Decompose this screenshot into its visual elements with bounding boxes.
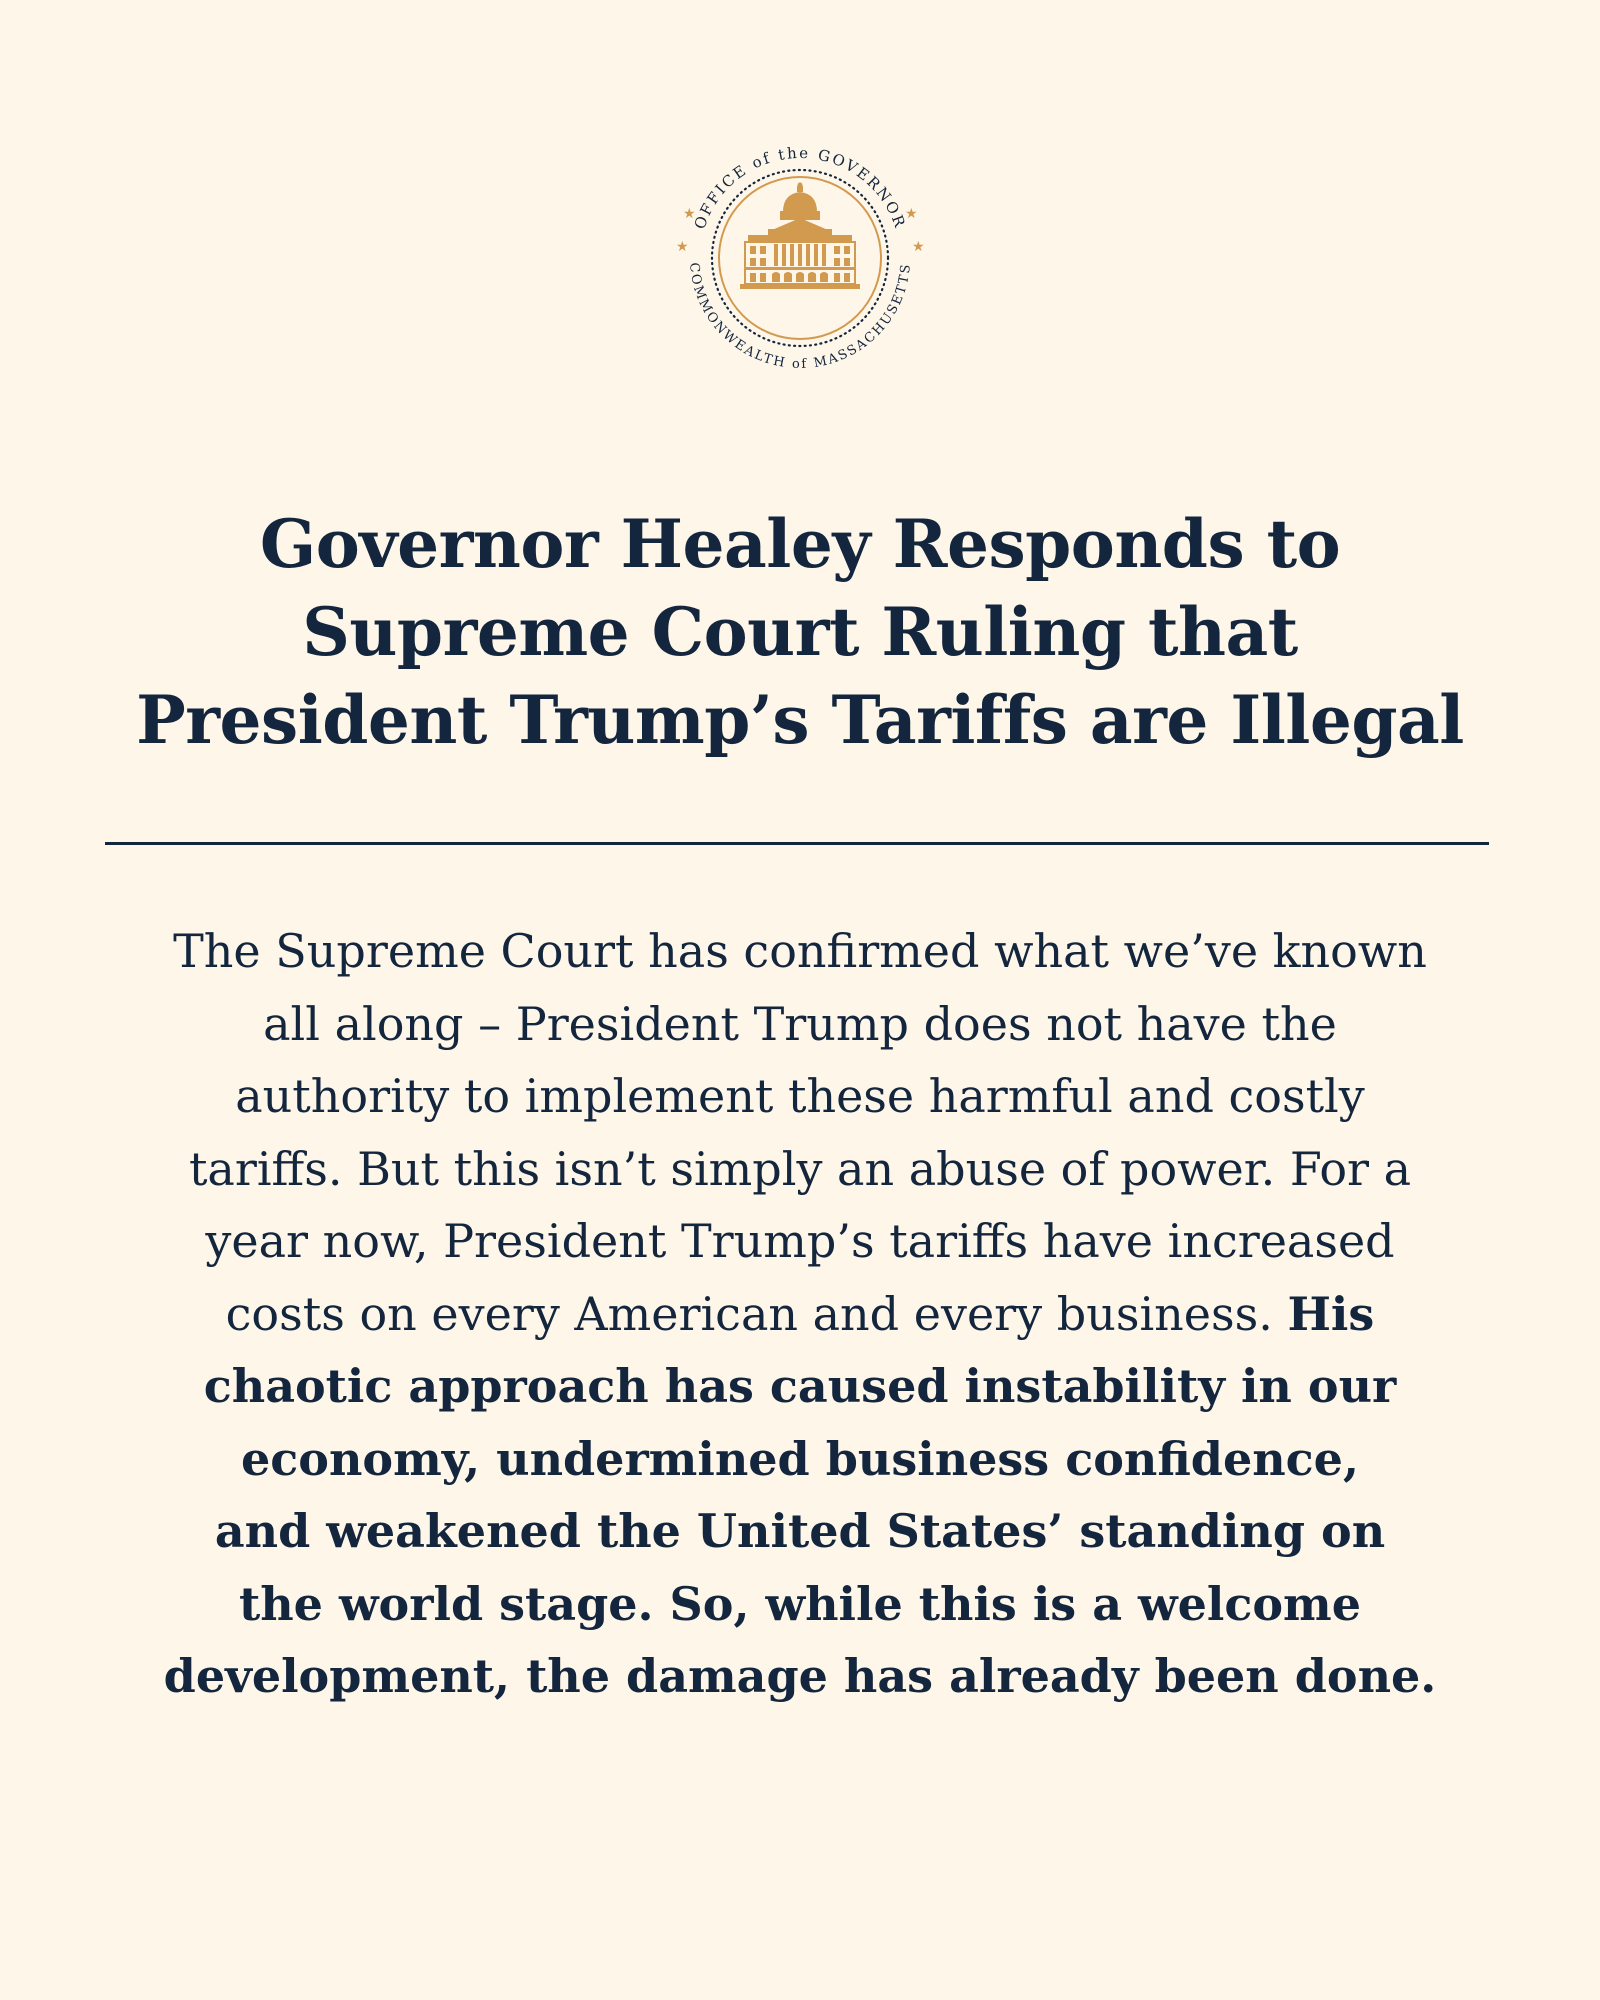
headline-line: Governor Healey Responds to [259, 505, 1341, 583]
statement [80, 915, 1520, 1713]
statement-line: authority to implement these harmful and costly [235, 1069, 1365, 1123]
statement-line: all along – President Trump does not have the [263, 996, 1337, 1051]
statement-line: development, the damage has already been done. [163, 1649, 1437, 1703]
statement-line: and weakened the United States’ standing on [214, 1504, 1386, 1558]
divider [105, 842, 1489, 845]
statement-line: costs on every American and every business. His [225, 1286, 1375, 1341]
headline [80, 500, 1520, 764]
state-house-icon [740, 183, 860, 290]
statement-line: the world stage. So, while this is a welcome [238, 1576, 1361, 1631]
seal-bottom-text: COMMONWEALTH of MASSACHUSETTS [685, 261, 915, 373]
statement-line: year now, President Trump’s tariffs have increased [205, 1214, 1395, 1268]
statement-line: chaotic approach has caused instability in our [203, 1359, 1397, 1413]
svg-text:★: ★ [912, 239, 925, 255]
svg-text:★: ★ [683, 206, 696, 222]
seal-top-text: OFFICE of the GOVERNOR [690, 143, 910, 232]
headline-line: Supreme Court Ruling that [302, 593, 1298, 671]
statement-line: tariffs. But this isn’t simply an abuse of power. For a [188, 1141, 1412, 1196]
statement-line: economy, undermined business confidence, [241, 1431, 1359, 1486]
svg-text:★: ★ [676, 239, 689, 255]
svg-text:★: ★ [905, 206, 918, 222]
headline-line: President Trump’s Tariffs are Illegal [136, 681, 1464, 759]
statement-line: The Supreme Court has confirmed what we’ve known [173, 924, 1427, 978]
governor-seal [650, 108, 950, 408]
